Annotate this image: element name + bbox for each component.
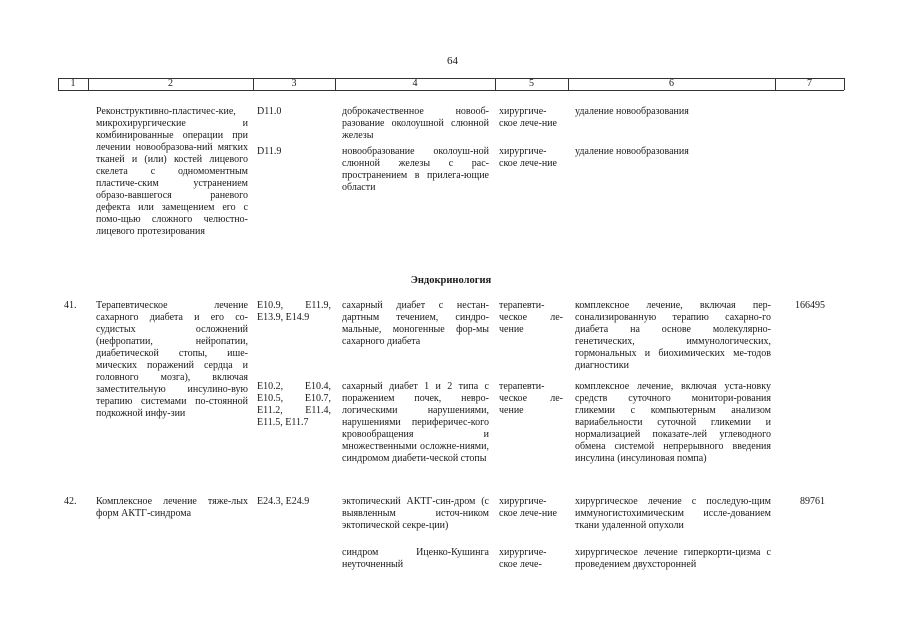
- cont-type-2: хирургиче-ское лече-ние: [499, 146, 557, 169]
- row-42-model-2: синдром Иценко-Кушинга неуточненный: [342, 547, 489, 570]
- cont-model-2: новообразование околоуш-ной слюнной железы с рас-пространением в прилега-ющие области: [342, 146, 489, 193]
- row-41-type-2: терапевти-ческое ле-чение: [499, 381, 563, 416]
- cont-type-1: хирургиче-ское лече-ние: [499, 106, 557, 129]
- header-col-6: 6: [669, 78, 674, 89]
- row-42-type-1: хирургиче-ское лече-ние: [499, 496, 557, 519]
- row-41-name: Терапевтическое лечение сахарного диабета и его со-судистых осложнений (нефропатии, нейропатии, диабетической стопы, ише-мических поражений сердца и головного мозга), включая заместительную инсулино-вую терапию системами по-стоянной подкожной инфу-зии: [96, 300, 248, 419]
- header-col-2: 2: [168, 78, 173, 89]
- header-col-4: 4: [412, 78, 418, 89]
- header-bottom-rule: [58, 90, 844, 91]
- cont-model-1: доброкачественное новооб-разование околоушной слюнной железы: [342, 106, 489, 141]
- row-41-type-1: терапевти-ческое ле-чение: [499, 300, 563, 335]
- cont-codes-2: D11.9: [257, 146, 282, 157]
- row-41-model-2: сахарный диабет 1 и 2 типа с поражением почек, невро-логическими нарушениями, нарушениями периферичес-кого кровообращения и множественными осложне-ниями, синдромом диабети-ческой стопы: [342, 381, 489, 464]
- row-42-method-2: хирургическое лечение гиперкорти-цизма с проведением двухсторонней: [575, 547, 771, 570]
- row-42-price: 89761: [800, 496, 825, 507]
- row-42-codes: E24.3, E24.9: [257, 496, 310, 507]
- row-41-number: 41.: [64, 300, 77, 311]
- cont-method-2: удаление новообразования: [575, 146, 689, 157]
- row-42-type-2: хирургиче-ское лече-: [499, 547, 547, 570]
- page-number: 64: [447, 55, 458, 67]
- header-col-1: 1: [70, 78, 76, 89]
- cont-method-1: удаление новообразования: [575, 106, 689, 117]
- row-42-name: Комплексное лечение тяже-лых форм АКТГ-синдрома: [96, 496, 248, 519]
- header-divider: [844, 78, 845, 90]
- row-41-method-1: комплексное лечение, включая пер-сонализированную терапию сахарно-го диабета на основе молекулярно-генетических, иммунологических, гормональных и биохимических ме-тодов диагностики: [575, 300, 771, 371]
- row-42-number: 42.: [64, 496, 77, 507]
- cont-name: Реконструктивно-пластичес-кие, микрохирургические и комбинированные операции при лечении новообразова-ний мягких тканей и (или) костей лицевого скелета с одномоментным пластиче-ским устранением образо-вавшегося раневого дефекта или замещением его с помо-щью сложного челюстно-лицевого протезирования: [96, 106, 248, 237]
- row-42-model-1: эктопический АКТГ-син-дром (с выявленным источ-ником эктопической секре-ции): [342, 496, 489, 531]
- row-41-codes-2: E10.2, E10.4, E10.5, E10.7, E11.2, E11.4, E11.5, E11.7: [257, 381, 331, 428]
- header-col-7: 7: [807, 78, 812, 89]
- header-col-5: 5: [529, 78, 534, 89]
- row-41-model-1: сахарный диабет с нестан-дартным течением, синдро-мальные, моногенные фор-мы сахарного диабета: [342, 300, 489, 347]
- row-41-method-2: комплексное лечение, включая уста-новку средств суточного монитори-рования гликемии с компьютерным анализом вариабельности суточной гликемии и нормализацией показате-лей углеводного обмена системой непрерывного введения инсулина (инсулиновая помпа): [575, 381, 771, 464]
- section-heading: Эндокринология: [410, 275, 492, 286]
- cont-codes-1: D11.0: [257, 106, 282, 117]
- row-41-codes-1: E10.9, E11.9, E13.9, E14.9: [257, 300, 331, 323]
- header-col-3: 3: [291, 78, 297, 89]
- row-41-price: 166495: [795, 300, 825, 311]
- row-42-method-1: хирургическое лечение с последую-щим иммуногистохимическим иссле-дованием ткани удаленной опухоли: [575, 496, 771, 531]
